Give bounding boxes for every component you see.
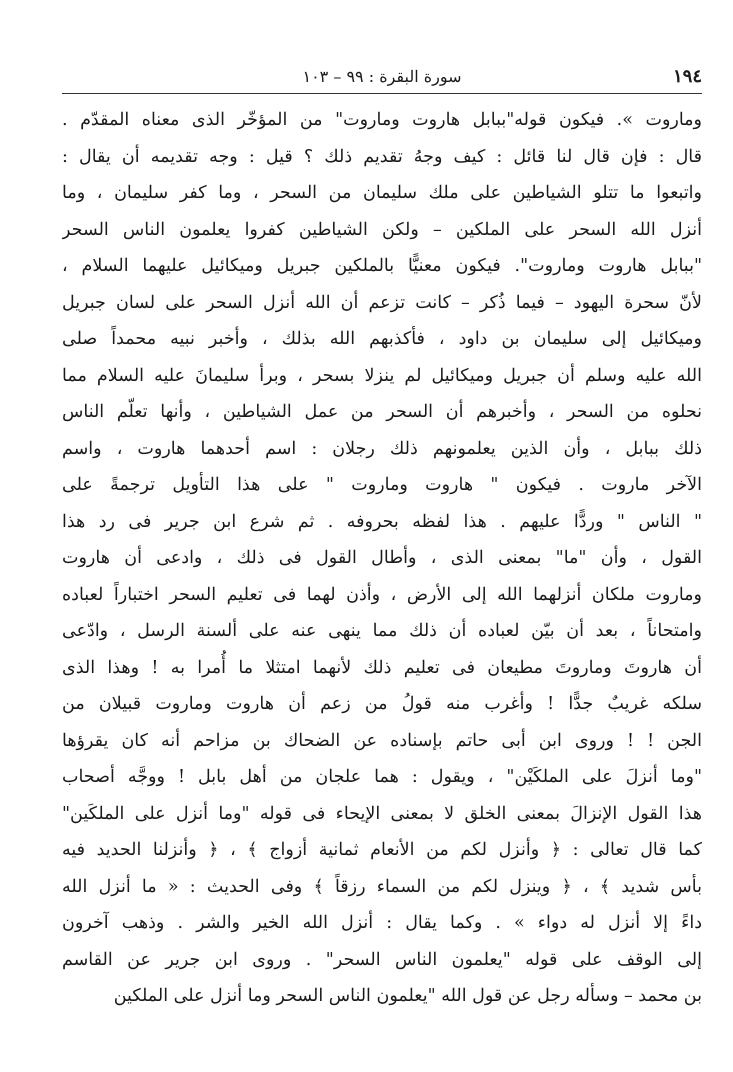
text-line: الآخر ماروت . فيكون " هاروت وماروت " على هذا التأويل ترجمةً على bbox=[62, 475, 702, 495]
text-line: وامتحاناً ، بعد أن بيّن لعباده أن ذلك مما ينهى عنه على ألسنة الرسل ، وادّعى bbox=[62, 621, 702, 641]
text-line: وميكائيل إلى سليمان بن داود ، فأكذبهم الله بذلك ، وأخبر نبيه محمداً صلى bbox=[62, 329, 702, 349]
text-line: لأنّ سحرة اليهود – فيما ذُكر – كانت تزعم أن الله أنزل السحر على لسان جبريل bbox=[62, 292, 702, 313]
header-rule bbox=[62, 93, 702, 94]
text-line: كما قال تعالى : ﴿ وأنزل لكم من الأنعام ثمانية أزواج ﴾ ، ﴿ وأنزلنا الحديد فيه bbox=[62, 840, 702, 860]
text-line: أنزل الله السحر على الملكين – ولكن الشياطين كفروا يعلمون الناس السحر bbox=[62, 219, 702, 240]
text-line: إلى الوقف على قوله "يعلمون الناس السحر" . وروى ابن جرير عن القاسم bbox=[62, 949, 702, 970]
text-line: بأس شديد ﴾ ، ﴿ وينزل لكم من السماء رزقاً ﴾ وفى الحديث : « ما أنزل الله bbox=[62, 876, 702, 897]
text-line: أن هاروتَ وماروتَ مطيعان فى تعليم ذلك لأنهما امتثلا ما أُمرا به ! وهذا الذى bbox=[62, 657, 702, 678]
text-line: ذلك ببابل ، وأن الذين يعلمونهم ذلك رجلان : اسم أحدهما هاروت ، واسم bbox=[62, 438, 702, 459]
page-header bbox=[62, 62, 702, 92]
text-line: قال : فإن قال لنا قائل : كيف وجهُ تقديم ذلك ؟ قيل : وجه تقديمه أن يقال : bbox=[62, 146, 702, 167]
text-line: داءً إلا أنزل له دواء » . وكما يقال : أنزل الله الخير والشر . وذهب آخرون bbox=[62, 913, 702, 933]
text-line: هذا القول الإنزالَ بمعنى الخلق لا بمعنى الإيحاء فى قوله "وما أنزل على الملكَين" bbox=[62, 803, 702, 824]
body-text bbox=[62, 102, 702, 1015]
page-number: ١٩٤ bbox=[672, 66, 702, 87]
text-line: " الناس " وردًّا عليهم . هذا لفظه بحروفه . ثم شرع ابن جرير فى رد هذا bbox=[62, 511, 702, 532]
text-line: نحلوه من السحر ، وأخبرهم أن السحر من عمل الشياطين ، وأنها تعلّم الناس bbox=[62, 402, 702, 422]
text-line: الله عليه وسلم أن جبريل وميكائيل لم ينزلا بسحر ، وبرأ سليمانَ عليه السلام مما bbox=[62, 365, 702, 386]
text-line: وماروت ». فيكون قوله"ببابل هاروت وماروت" من المؤخّر الذى معناه المقدّم . bbox=[62, 110, 702, 130]
text-line: سلكه غريبٌ جدًّا ! وأغرب منه قولُ من زعم أن هاروت وماروت قبيلان من bbox=[62, 694, 702, 714]
text-line: القول ، وأن "ما" بمعنى الذى ، وأطال القول فى ذلك ، وادعى أن هاروت bbox=[62, 548, 702, 568]
text-line: "ببابل هاروت وماروت". فيكون معنيًّا بالملكين جبريل وميكائيل عليهما السلام ، bbox=[62, 256, 702, 276]
text-line: بن محمد – وسأله رجل عن قول الله "يعلمون الناس السحر وما أنزل على الملكين bbox=[113, 986, 702, 1006]
text-line: الجن ! ! وروى ابن أبى حاتم بإسناده عن الضحاك بن مزاحم أنه كان يقرؤها bbox=[62, 730, 702, 751]
text-line: واتبعوا ما تتلو الشياطين على ملك سليمان من السحر ، وما كفر سليمان ، وما bbox=[62, 183, 702, 203]
text-line: وماروت ملكان أنزلهما الله إلى الأرض ، وأذن لهما فى تعليم السحر اختباراً لعباده bbox=[62, 584, 702, 605]
running-head: سورة البقرة : ٩٩ – ١٠٣ bbox=[302, 67, 462, 86]
text-line: "وما أنزلَ على الملكَيْن" ، ويقول : هما علجان من أهل بابل ! ووجَّه أصحاب bbox=[62, 767, 702, 787]
